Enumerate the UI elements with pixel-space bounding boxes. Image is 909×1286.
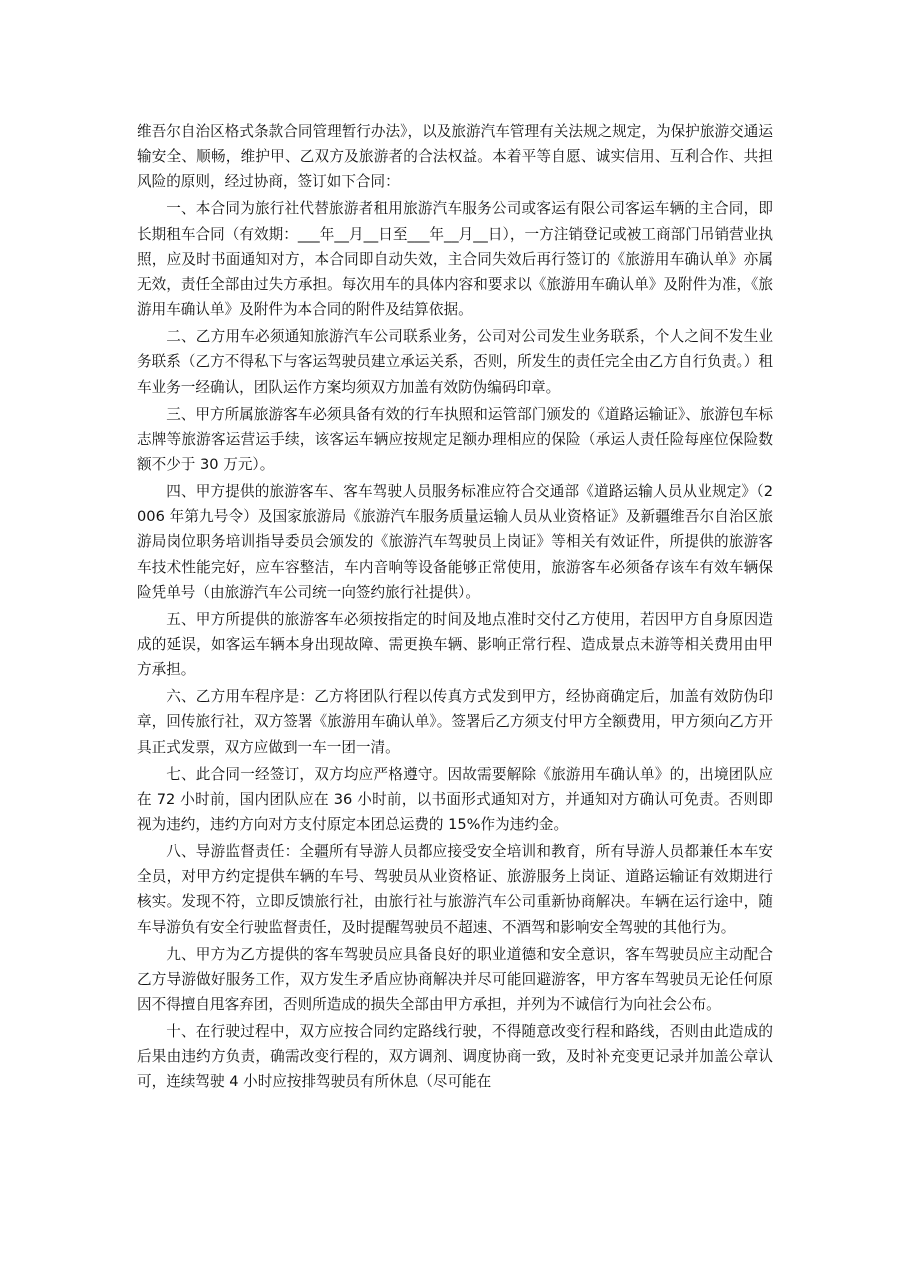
paragraph-intro-continuation: 维吾尔自治区格式条款合同管理暂行办法》，以及旅游汽车管理有关法规之规定，为保护旅游交通运输安全、顺畅，维护甲、乙双方及旅游者的合法权益。本着平等自愿、诚实信用、互利合作、共担风险的原则，经过协商，签订如下合同： [137,123,773,191]
contract-body [137,119,773,1096]
paragraph-clause-3: 三、甲方所属旅游客车必须具备有效的行车执照和运管部门颁发的《道路运输证》、旅游包车标志牌等旅游客运营运手续，该客运车辆应按规定足额办理相应的保险（承运人责任险每座位保险数额不少于 30 万元）。 [137,405,773,474]
paragraph-clause-7: 七、此合同一经签订，双方均应严格遵守。因故需要解除《旅游用车确认单》的，出境团队应在 72 小时前，国内团队应在 36 小时前，以书面形式通知对方，并通知对方确认可免责。否则即视为违约，违约方向对方支付原定本团总运费的 15%作为违约金。 [137,765,773,834]
paragraph-clause-10: 十、在行驶过程中，双方应按合同约定路线行驶，不得随意改变行程和路线，否则由此造成的后果由违约方负责，确需改变行程的，双方调剂、调度协商一致，及时补充变更记录并加盖公章认可，连续驾驶 4 小时应按排驾驶员有所休息（尽可能在 [137,1023,773,1091]
paragraph-clause-2: 二、乙方用车必须通知旅游汽车公司联系业务，公司对公司发生业务联系，个人之间不发生业务联系（乙方不得私下与客运驾驶员建立承运关系，否则，所发生的责任完全由乙方自行负责。）租车业务一经确认，团队运作方案均须双方加盖有效防伪编码印章。 [137,328,773,396]
paragraph-clause-4: 四、甲方提供的旅游客车、客车驾驶人员服务标准应符合交通部《道路运输人员从业规定》（2006 年第九号令）及国家旅游局《旅游汽车服务质量运输人员从业资格证》及新疆维吾尔自治区旅游局岗位职务培训指导委员会颁发的《旅游汽车驾驶员上岗证》等相关有效证件，所提供的旅游客车技术性能完好，应车容整洁，车内音响等设备能够正常使用，旅游客车必须备存该车有效车辆保险凭单号（由旅游汽车公司统一向签约旅行社提供）。 [137,483,773,601]
paragraph-clause-5: 五、甲方所提供的旅游客车必须按指定的时间及地点准时交付乙方使用，若因甲方自身原因造成的延误，如客运车辆本身出现故障、需更换车辆、影响正常行程、造成景点未游等相关费用由甲方承担。 [137,610,773,679]
paragraph-clause-8: 八、导游监督责任：全疆所有导游人员都应接受安全培训和教育，所有导游人员都兼任本车安全员，对甲方约定提供车辆的车号、驾驶员从业资格证、旅游服务上岗证、道路运输证有效期进行核实。发现不符，立即反馈旅行社，由旅行社与旅游汽车公司重新协商解决。车辆在运行途中，随车导游负有安全行驶监督责任，及时提醒驾驶员不超速、不酒驾和影响安全驾驶的其他行为。 [137,843,773,936]
paragraph-clause-9: 九、甲方为乙方提供的客车驾驶员应具备良好的职业道德和安全意识，客车驾驶员应主动配合乙方导游做好服务工作，双方发生矛盾应协商解决并尽可能回避游客，甲方客车驾驶员无论任何原因不得擅自甩客弃团，否则所造成的损失全部由甲方承担，并列为不诚信行为向社会公布。 [137,945,773,1014]
paragraph-clause-6: 六、乙方用车程序是：乙方将团队行程以传真方式发到甲方，经协商确定后，加盖有效防伪印章，回传旅行社，双方签署《旅游用车确认单》。签署后乙方须支付甲方全额费用，甲方须向乙方开具正式发票，双方应做到一车一团一清。 [137,688,773,756]
paragraph-clause-1: 一、本合同为旅行社代替旅游者租用旅游汽车服务公司或客运有限公司客运车辆的主合同，即长期租车合同（有效期：___年__月__日至___年__月__日），一方注销登记或被工商部门吊销营业执照，应及时书面通知对方，本合同即自动失效，主合同失效后再行签订的《旅游用车确认单》亦属无效，责任全部由过失方承担。每次用车的具体内容和要求以《旅游用车确认单》及附件为准，《旅游用车确认单》及附件为本合同的附件及结算依据。 [137,200,773,319]
